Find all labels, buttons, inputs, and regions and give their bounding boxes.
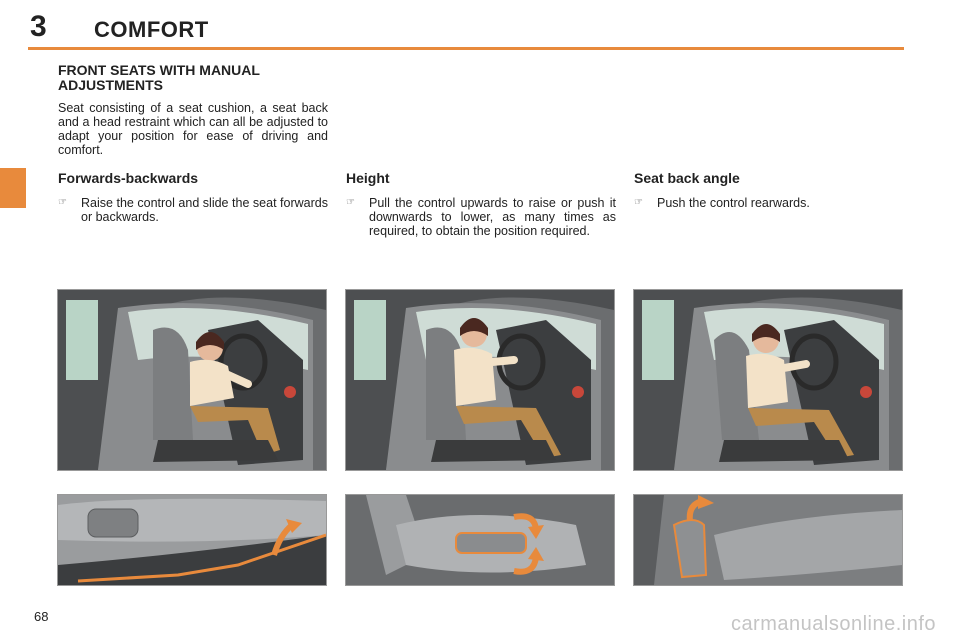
section-intro: Seat consisting of a seat cushion, a seat back and a head restraint which can all be adjusted to adapt your position for ease of driving and comfort. xyxy=(58,101,328,157)
chapter-title: COMFORT xyxy=(94,17,209,42)
header-rule xyxy=(28,47,904,50)
page-number: 68 xyxy=(34,609,49,624)
hand-pointer-icon: ☞ xyxy=(634,197,643,208)
section-title: FRONT SEATS WITH MANUAL ADJUSTMENTS xyxy=(58,62,260,93)
heading-forwards-backwards: Forwards-backwards xyxy=(58,170,199,186)
hand-pointer-icon: ☞ xyxy=(346,197,355,208)
bullet-text: Raise the control and slide the seat forwards or backwards. xyxy=(81,196,328,224)
bullet-text: Pull the control upwards to raise or push it downwards to lower, as many times as required, to obtain the position required. xyxy=(369,196,616,238)
detail-forwards-backwards-control xyxy=(57,494,327,586)
chapter-side-tab[interactable] xyxy=(0,168,26,208)
chapter-number: 3 xyxy=(30,10,47,43)
bullet-forwards-backwards xyxy=(58,196,328,224)
illustration-seat-back-angle xyxy=(633,289,903,471)
detail-seat-back-angle-control xyxy=(633,494,903,586)
bullet-height xyxy=(346,196,616,238)
heading-seat-back-angle: Seat back angle xyxy=(634,170,740,186)
illustration-height xyxy=(345,289,615,471)
illustration-forwards-backwards xyxy=(57,289,327,471)
watermark[interactable]: carmanualsonline.info xyxy=(730,613,936,635)
bullet-seat-back-angle xyxy=(634,196,904,210)
bullet-text: Push the control rearwards. xyxy=(657,196,810,210)
heading-height: Height xyxy=(346,170,390,186)
detail-height-control xyxy=(345,494,615,586)
hand-pointer-icon: ☞ xyxy=(58,197,67,208)
